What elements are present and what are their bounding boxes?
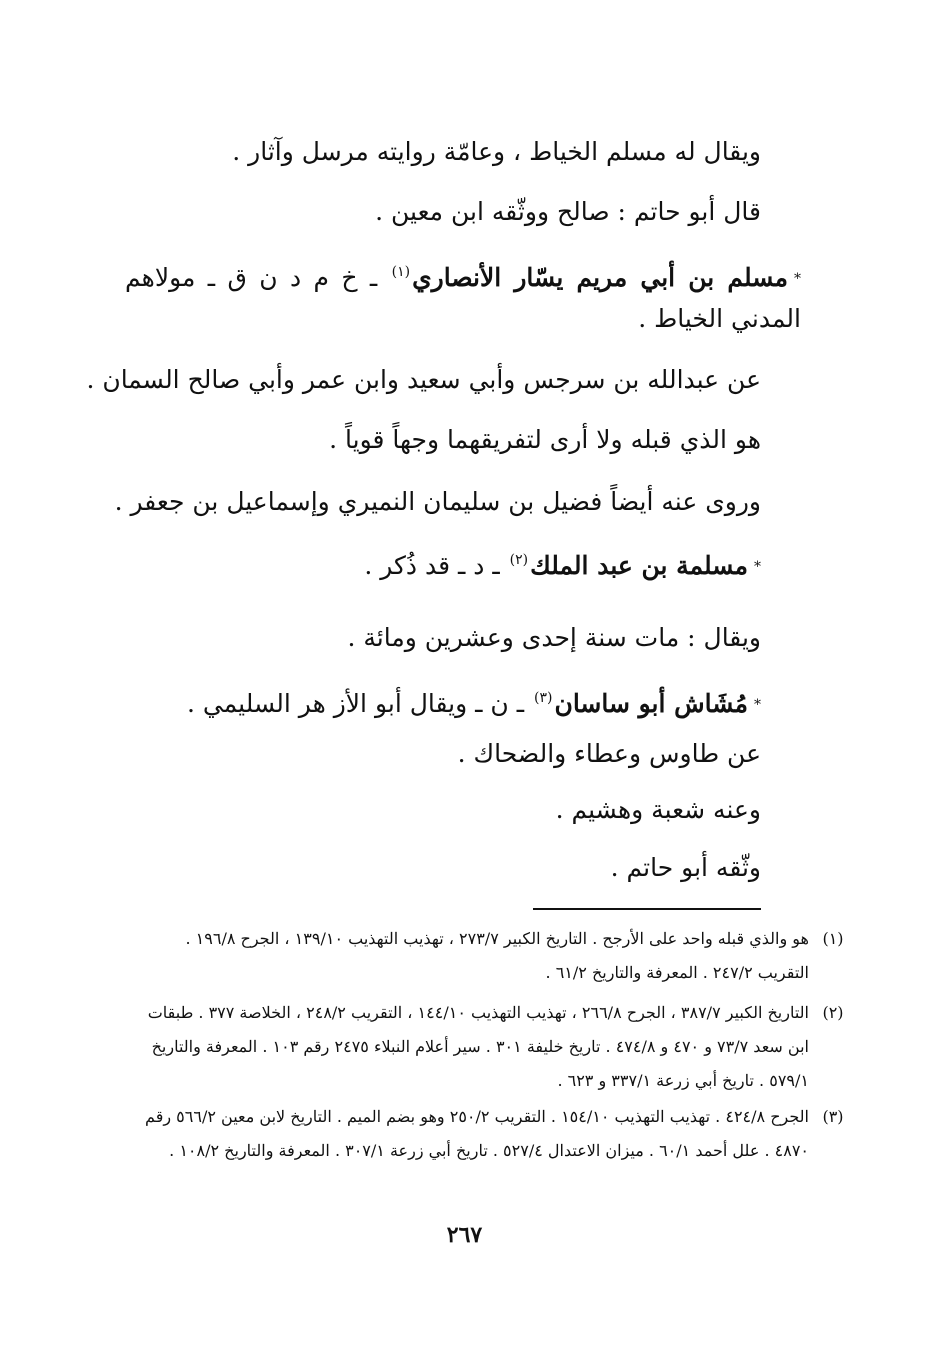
- entry-star-marker: *: [794, 271, 801, 287]
- footnote-2: [140, 996, 844, 1098]
- text-line-9: وثّقه أبو حاتم .: [610, 853, 761, 882]
- text-line-1: ويقال له مسلم الخياط ، وعامّة روايته مرسل وآثار .: [232, 137, 761, 166]
- entry-name: مسلمة بن عبد الملك: [530, 551, 748, 580]
- text-line-5: وروى عنه أيضاً فضيل بن سليمان النميري وإسماعيل بن جعفر .: [114, 487, 761, 516]
- footnote-ref-1[interactable]: (١): [391, 264, 411, 280]
- text-line-3: عن عبدالله بن سرجس وأبي سعيد وابن عمر وأبي صالح السمان .: [86, 365, 761, 394]
- entry-star-marker: *: [754, 697, 761, 713]
- footnote-text: الجرح ٤٢٤/٨ . تهذيب التهذيب ١٥٤/١٠ . التقريب ٢٥٠/٢ وهو بضم الميم . التاريخ لابن معين ٥٦٦/٢ رقم ٤٨٧٠ . علل أحمد ٦٠/١ . ميزان الاعتدال ٥٢٧/٤ . تاريخ أبي زرعة ٣٠٧/١ . المعرفة والتاريخ ١٠٨/٢ .: [145, 1107, 809, 1160]
- footnote-ref-2[interactable]: (٢): [509, 552, 529, 568]
- footnote-number: (٣): [822, 1107, 844, 1126]
- entry-name: مسلم بن أبي مريم يسّار الأنصاري: [412, 263, 788, 292]
- text-line-6: ويقال : مات سنة إحدى وعشرين ومائة .: [347, 623, 761, 652]
- entry-details: ـ خ م د ن ق ـ مولاهم المدني الخياط .: [125, 263, 801, 333]
- footnote-separator: [533, 908, 761, 910]
- entry-maslama-ibn-abd-al-malik: [120, 548, 761, 585]
- footnote-ref-3[interactable]: (٣): [533, 690, 553, 706]
- footnote-number: (١): [822, 929, 844, 948]
- text-line-4: هو الذي قبله ولا أرى لتفريقهما وجهاً قوياً .: [329, 425, 761, 454]
- entry-mushash-abu-sasan: [120, 686, 761, 723]
- footnote-text: هو والذي قبله واحد على الأرجح . التاريخ الكبير ٢٧٣/٧ ، تهذيب التهذيب ١٣٩/١٠ ، الجرح ١٩٦/٨ . التقريب ٢٤٧/٢ . المعرفة والتاريخ ٦١/٢ .: [185, 929, 809, 982]
- text-line-2: قال أبو حاتم : صالح ووثّقه ابن معين .: [375, 197, 761, 226]
- footnote-1: [140, 922, 844, 990]
- footnote-text: التاريخ الكبير ٣٨٧/٧ ، الجرح ٢٦٦/٨ ، تهذيب التهذيب ١٤٤/١٠ ، التقريب ٢٤٨/٢ ، الخلاصة ٣٧٧ . طبقات ابن سعد ٧٣/٧ و ٤٧٠ و ٤٧٤/٨ . تاريخ خليفة ٣٠١ . سير أعلام النبلاء ٢٤٧٥ رقم ١٠٣ . المعرفة والتاريخ ٥٧٩/١ . تاريخ أبي زرعة ٣٣٧/١ و ٦٢٣ .: [147, 1003, 809, 1090]
- entry-details: ـ د ـ قد ذُكر .: [364, 551, 500, 580]
- entry-details: ـ ن ـ ويقال أبو الأز هر السليمي .: [186, 689, 525, 718]
- page-number: ٢٦٧: [446, 1222, 483, 1248]
- footnote-3: [140, 1100, 844, 1168]
- text-line-8: وعنه شعبة وهشيم .: [555, 795, 761, 824]
- footnote-number: (٢): [822, 1003, 844, 1022]
- entry-star-marker: *: [754, 559, 761, 575]
- entry-name: مُشَاش أبو ساسان: [554, 689, 748, 718]
- text-line-7: عن طاوس وعطاء والضحاك .: [457, 739, 761, 768]
- entry-muslim-ibn-abi-maryam: [125, 258, 801, 339]
